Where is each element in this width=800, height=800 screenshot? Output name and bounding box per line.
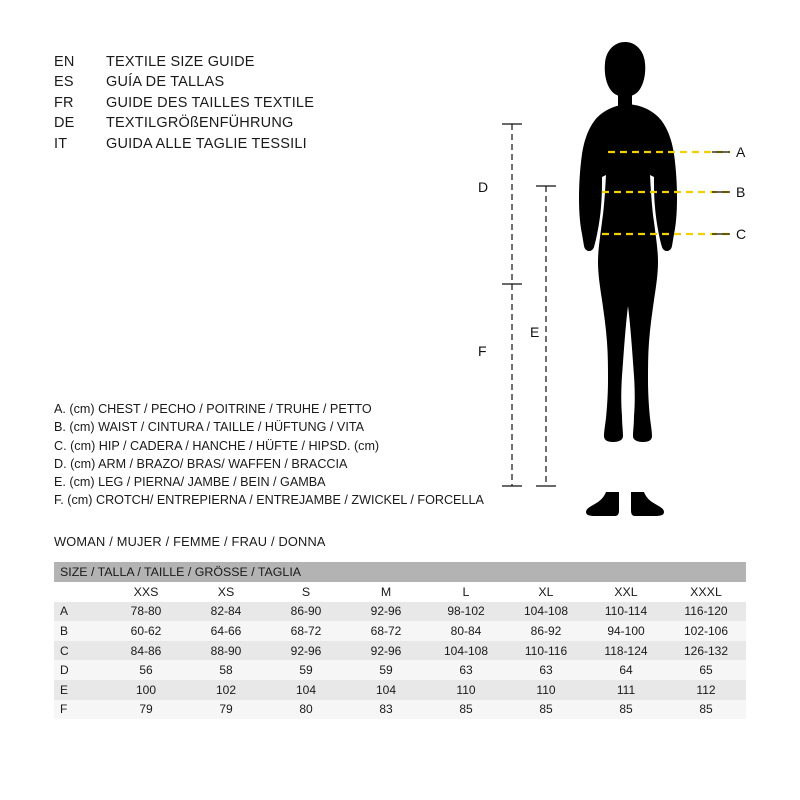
legend-item-a: A. (cm) CHEST / PECHO / POITRINE / TRUHE / PETTO: [54, 402, 372, 416]
row-label-e: E: [54, 680, 106, 700]
gender-label: WOMAN / MUJER / FEMME / FRAU / DONNA: [54, 534, 326, 549]
cell: 56: [106, 660, 186, 680]
cell: 63: [426, 660, 506, 680]
cell: 94-100: [586, 621, 666, 641]
title-row: [54, 113, 314, 133]
diagram-label-e: E: [530, 324, 540, 340]
legend-item-c: C. (cm) HIP / CADERA / HANCHE / HÜFTE / HIPSD. (cm): [54, 438, 380, 453]
row-label-c: C: [54, 641, 106, 661]
table-row: [54, 680, 746, 700]
cell: 59: [346, 660, 426, 680]
legend-item-e: E. (cm) LEG / PIERNA/ JAMBE / BEIN / GAMBA: [54, 475, 326, 490]
title-row: [54, 93, 314, 113]
female-silhouette: [579, 42, 677, 516]
row-label-d: D: [54, 660, 106, 680]
table-header-xxl: XXL: [586, 582, 666, 602]
cell: 102: [186, 680, 266, 700]
table-row: [54, 621, 746, 641]
size-table-wrapper: [54, 562, 746, 719]
cell: 86-92: [506, 621, 586, 641]
cell: 80-84: [426, 621, 506, 641]
title-row: [54, 72, 314, 92]
table-header-row: [54, 582, 746, 602]
row-label-a: A: [54, 602, 106, 622]
body-measurement-diagram: [440, 20, 770, 520]
title-lang-code: EN: [54, 54, 75, 70]
row-label-f: F: [54, 700, 106, 720]
title-text: GUIDE DES TAILLES TEXTILE: [106, 94, 315, 111]
cell: 92-96: [346, 641, 426, 661]
cell: 85: [586, 700, 666, 720]
table-band-title-row: [54, 562, 746, 582]
diagram-label-a: A: [736, 144, 746, 160]
cell: 82-84: [186, 602, 266, 622]
cell: 64: [586, 660, 666, 680]
table-header-xxs: XXS: [106, 582, 186, 602]
diagram-label-d: D: [478, 179, 489, 195]
cell: 112: [666, 680, 746, 700]
cell: 85: [666, 700, 746, 720]
table-header-s: S: [266, 582, 346, 602]
table-row: [54, 602, 746, 622]
table-header-xl: XL: [506, 582, 586, 602]
cell: 102-106: [666, 621, 746, 641]
cell: 80: [266, 700, 346, 720]
cell: 104-108: [426, 641, 506, 661]
cell: 68-72: [346, 621, 426, 641]
size-table: [54, 562, 746, 719]
table-header-l: L: [426, 582, 506, 602]
cell: 79: [186, 700, 266, 720]
diagram-label-c: C: [736, 226, 747, 242]
title-lang-code: DE: [54, 115, 75, 132]
cell: 110-114: [586, 602, 666, 622]
row-label-b: B: [54, 621, 106, 641]
legend-item-b: B. (cm) WAIST / CINTURA / TAILLE / HÜFTUNG / VITA: [54, 420, 364, 435]
table-band-title: SIZE / TALLA / TAILLE / GRÖSSE / TAGLIA: [54, 562, 746, 582]
cell: 59: [266, 660, 346, 680]
cell: 110: [506, 680, 586, 700]
table-row: [54, 700, 746, 720]
table-header-m: M: [346, 582, 426, 602]
cell: 100: [106, 680, 186, 700]
title-row: [54, 134, 314, 154]
cell: 85: [426, 700, 506, 720]
cell: 58: [186, 660, 266, 680]
title-text: GUÍA DE TALLAS: [106, 74, 225, 91]
title-block: [54, 52, 314, 154]
cell: 79: [106, 700, 186, 720]
cell: 68-72: [266, 621, 346, 641]
cell: 110-116: [506, 641, 586, 661]
cell: 65: [666, 660, 746, 680]
cell: 111: [586, 680, 666, 700]
cell: 98-102: [426, 602, 506, 622]
legend-block: [54, 400, 484, 510]
table-header-xs: XS: [186, 582, 266, 602]
table-header-xxxl: XXXL: [666, 582, 746, 602]
cell: 104-108: [506, 602, 586, 622]
cell: 63: [506, 660, 586, 680]
cell: 126-132: [666, 641, 746, 661]
title-text: GUIDA ALLE TAGLIE TESSILI: [106, 135, 307, 152]
table-row: [54, 660, 746, 680]
diagram-label-b: B: [736, 184, 746, 200]
cell: 83: [346, 700, 426, 720]
cell: 86-90: [266, 602, 346, 622]
title-lang-code: ES: [54, 74, 74, 91]
diagram-label-f: F: [478, 343, 487, 359]
legend-item-f: F. (cm) CROTCH/ ENTREPIERNA / ENTREJAMBE / ZWICKEL / FORCELLA: [54, 493, 484, 508]
cell: 60-62: [106, 621, 186, 641]
title-lang-code: IT: [54, 135, 68, 152]
cell: 104: [346, 680, 426, 700]
table-header-blank: [54, 582, 106, 602]
cell: 85: [506, 700, 586, 720]
cell: 84-86: [106, 641, 186, 661]
cell: 118-124: [586, 641, 666, 661]
cell: 116-120: [666, 602, 746, 622]
table-row: [54, 641, 746, 661]
title-text: TEXTILGRÖßENFÜHRUNG: [106, 115, 294, 132]
title-row: [54, 52, 314, 72]
title-lang-code: FR: [54, 94, 74, 111]
legend-item-d: D. (cm) ARM / BRAZO/ BRAS/ WAFFEN / BRACCIA: [54, 456, 348, 471]
cell: 92-96: [346, 602, 426, 622]
cell: 88-90: [186, 641, 266, 661]
cell: 110: [426, 680, 506, 700]
cell: 64-66: [186, 621, 266, 641]
cell: 92-96: [266, 641, 346, 661]
cell: 104: [266, 680, 346, 700]
title-text: TEXTILE SIZE GUIDE: [106, 54, 255, 70]
cell: 78-80: [106, 602, 186, 622]
